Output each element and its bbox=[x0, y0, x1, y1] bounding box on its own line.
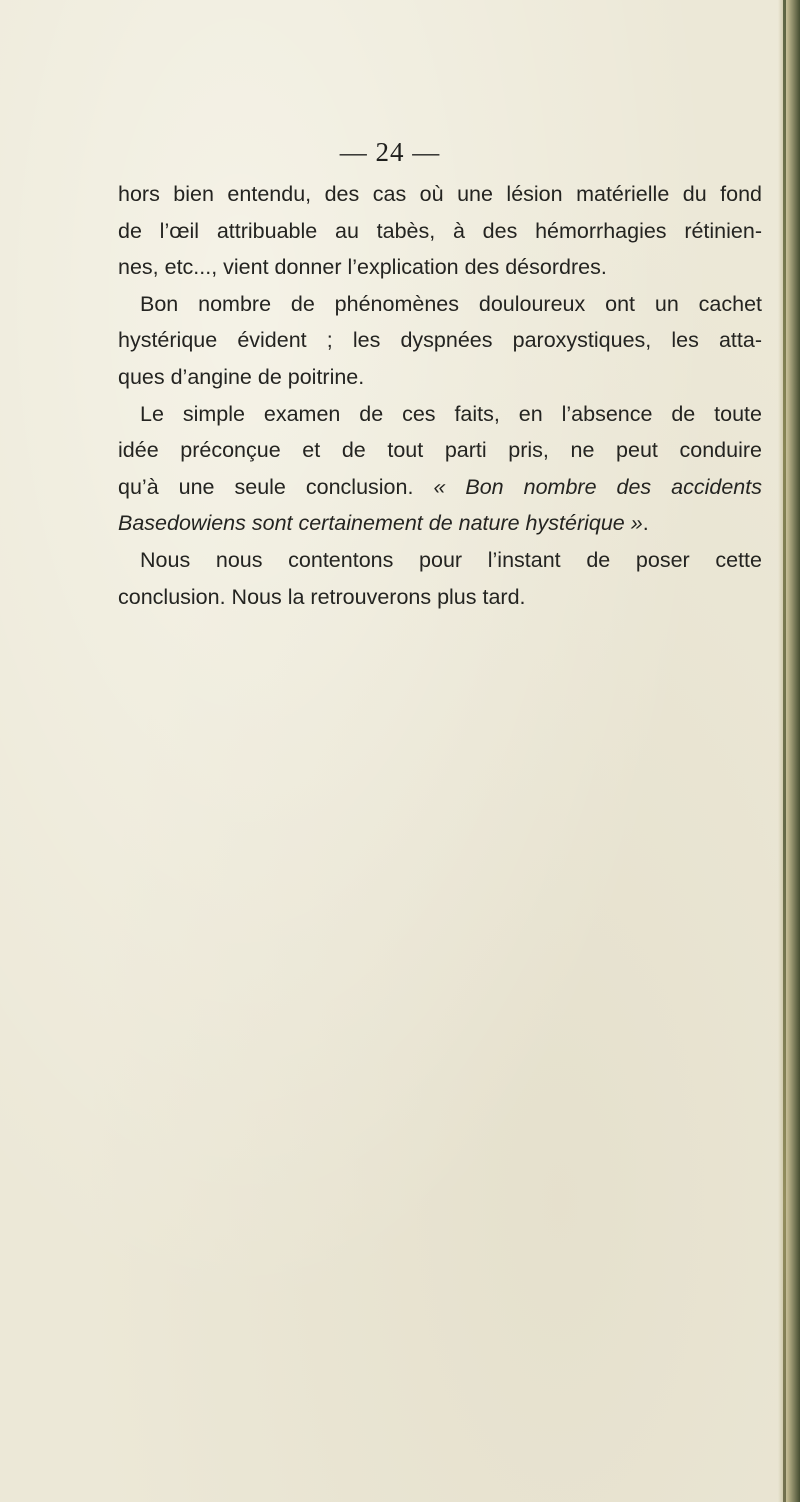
page-edge-line bbox=[783, 0, 786, 1502]
text-line-6: ques d’angine de poitrine. bbox=[118, 364, 365, 389]
page-number: — 24 — bbox=[339, 137, 441, 167]
text-line-8: idée préconçue et de tout parti pris, ne peut conduire bbox=[118, 438, 762, 463]
text-line-7: Le simple examen de ces faits, en l’absence de toute bbox=[140, 401, 762, 426]
text-line-10-end: . bbox=[642, 511, 649, 536]
text-line-2: de l’œil attribuable au tabès, à des hémorrhagies rétinien- bbox=[118, 218, 762, 243]
text-line-10-italic: Basedowiens sont certainement de nature hystérique » bbox=[118, 511, 643, 536]
text-line-3: nes, etc..., vient donner l’explication des désordres. bbox=[118, 255, 607, 280]
text-line-10 bbox=[118, 505, 762, 542]
text-line-9-italic: « Bon nombre des accidents bbox=[433, 474, 762, 499]
text-line-12: conclusion. Nous la retrouverons plus tard. bbox=[118, 584, 526, 609]
text-line-9-roman: qu’à une seule conclusion. bbox=[118, 474, 434, 499]
text-line-9 bbox=[118, 469, 762, 506]
body-text bbox=[118, 176, 762, 615]
text-line-4: Bon nombre de phénomènes douloureux ont un cachet bbox=[140, 291, 762, 316]
text-line-11: Nous nous contentons pour l’instant de poser cette bbox=[140, 547, 762, 572]
text-line-1: hors bien entendu, des cas où une lésion matérielle du fond bbox=[118, 182, 762, 206]
page-edge-shadow bbox=[778, 0, 800, 1502]
text-line-5: hystérique évident ; les dyspnées paroxystiques, les atta- bbox=[118, 328, 762, 353]
